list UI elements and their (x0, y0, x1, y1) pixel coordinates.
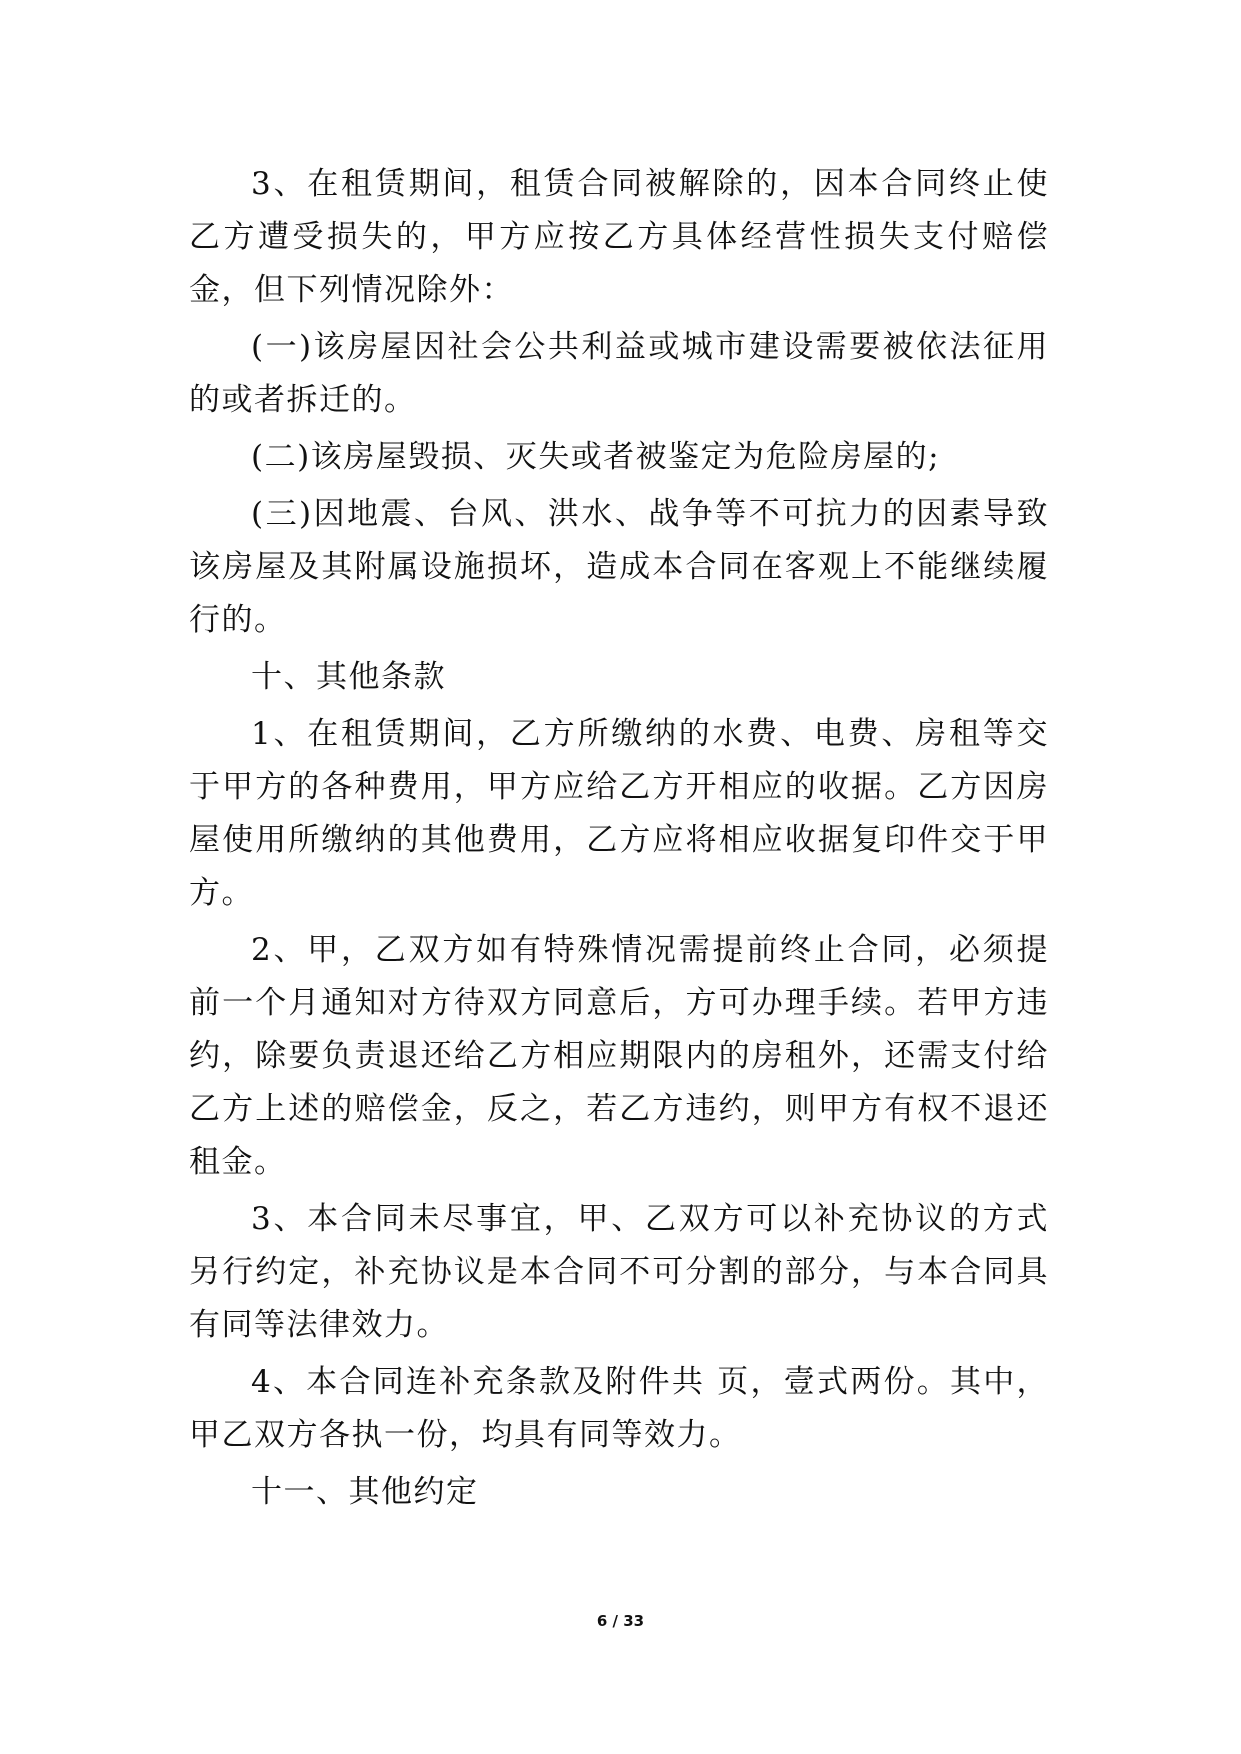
other-terms-item-3: 3、本合同未尽事宜，甲、乙双方可以补充协议的方式另行约定，补充协议是本合同不可分割的部分，与本合同具有同等法律效力。 (189, 1201, 1049, 1343)
exception-1: (一)该房屋因社会公共利益或城市建设需要被依法征用的或者拆迁的。 (189, 329, 1049, 418)
exception-3: (三)因地震、台风、洪水、战争等不可抗力的因素导致该房屋及其附属设施损坏，造成本合同在客观上不能继续履行的。 (189, 496, 1049, 638)
other-terms-item-2: 2、甲，乙双方如有特殊情况需提前终止合同，必须提前一个月通知对方待双方同意后，方可办理手续。若甲方违约，除要负责退还给乙方相应期限内的房租外，还需支付给乙方上述的赔偿金，反之，若乙方违约，则甲方有权不退还租金。 (189, 932, 1049, 1180)
section-heading-other-agreements: 十一、其他约定 (251, 1474, 479, 1510)
exception-2: (二)该房屋毁损、灭失或者被鉴定为危险房屋的; (251, 439, 941, 475)
clause-3-termination: 3、在租赁期间，租赁合同被解除的，因本合同终止使乙方遭受损失的，甲方应按乙方具体经营性损失支付赔偿金，但下列情况除外： (189, 166, 1049, 308)
document-body (189, 158, 1049, 1523)
other-terms-item-4: 4、本合同连补充条款及附件共 页，壹式两份。其中，甲乙双方各执一份，均具有同等效力。 (189, 1364, 1049, 1453)
page-number: 6 / 33 (596, 1612, 645, 1630)
section-heading-other-terms: 十、其他条款 (251, 659, 446, 695)
other-terms-item-1: 1、在租赁期间，乙方所缴纳的水费、电费、房租等交于甲方的各种费用，甲方应给乙方开相应的收据。乙方因房屋使用所缴纳的其他费用，乙方应将相应收据复印件交于甲方。 (189, 716, 1049, 911)
